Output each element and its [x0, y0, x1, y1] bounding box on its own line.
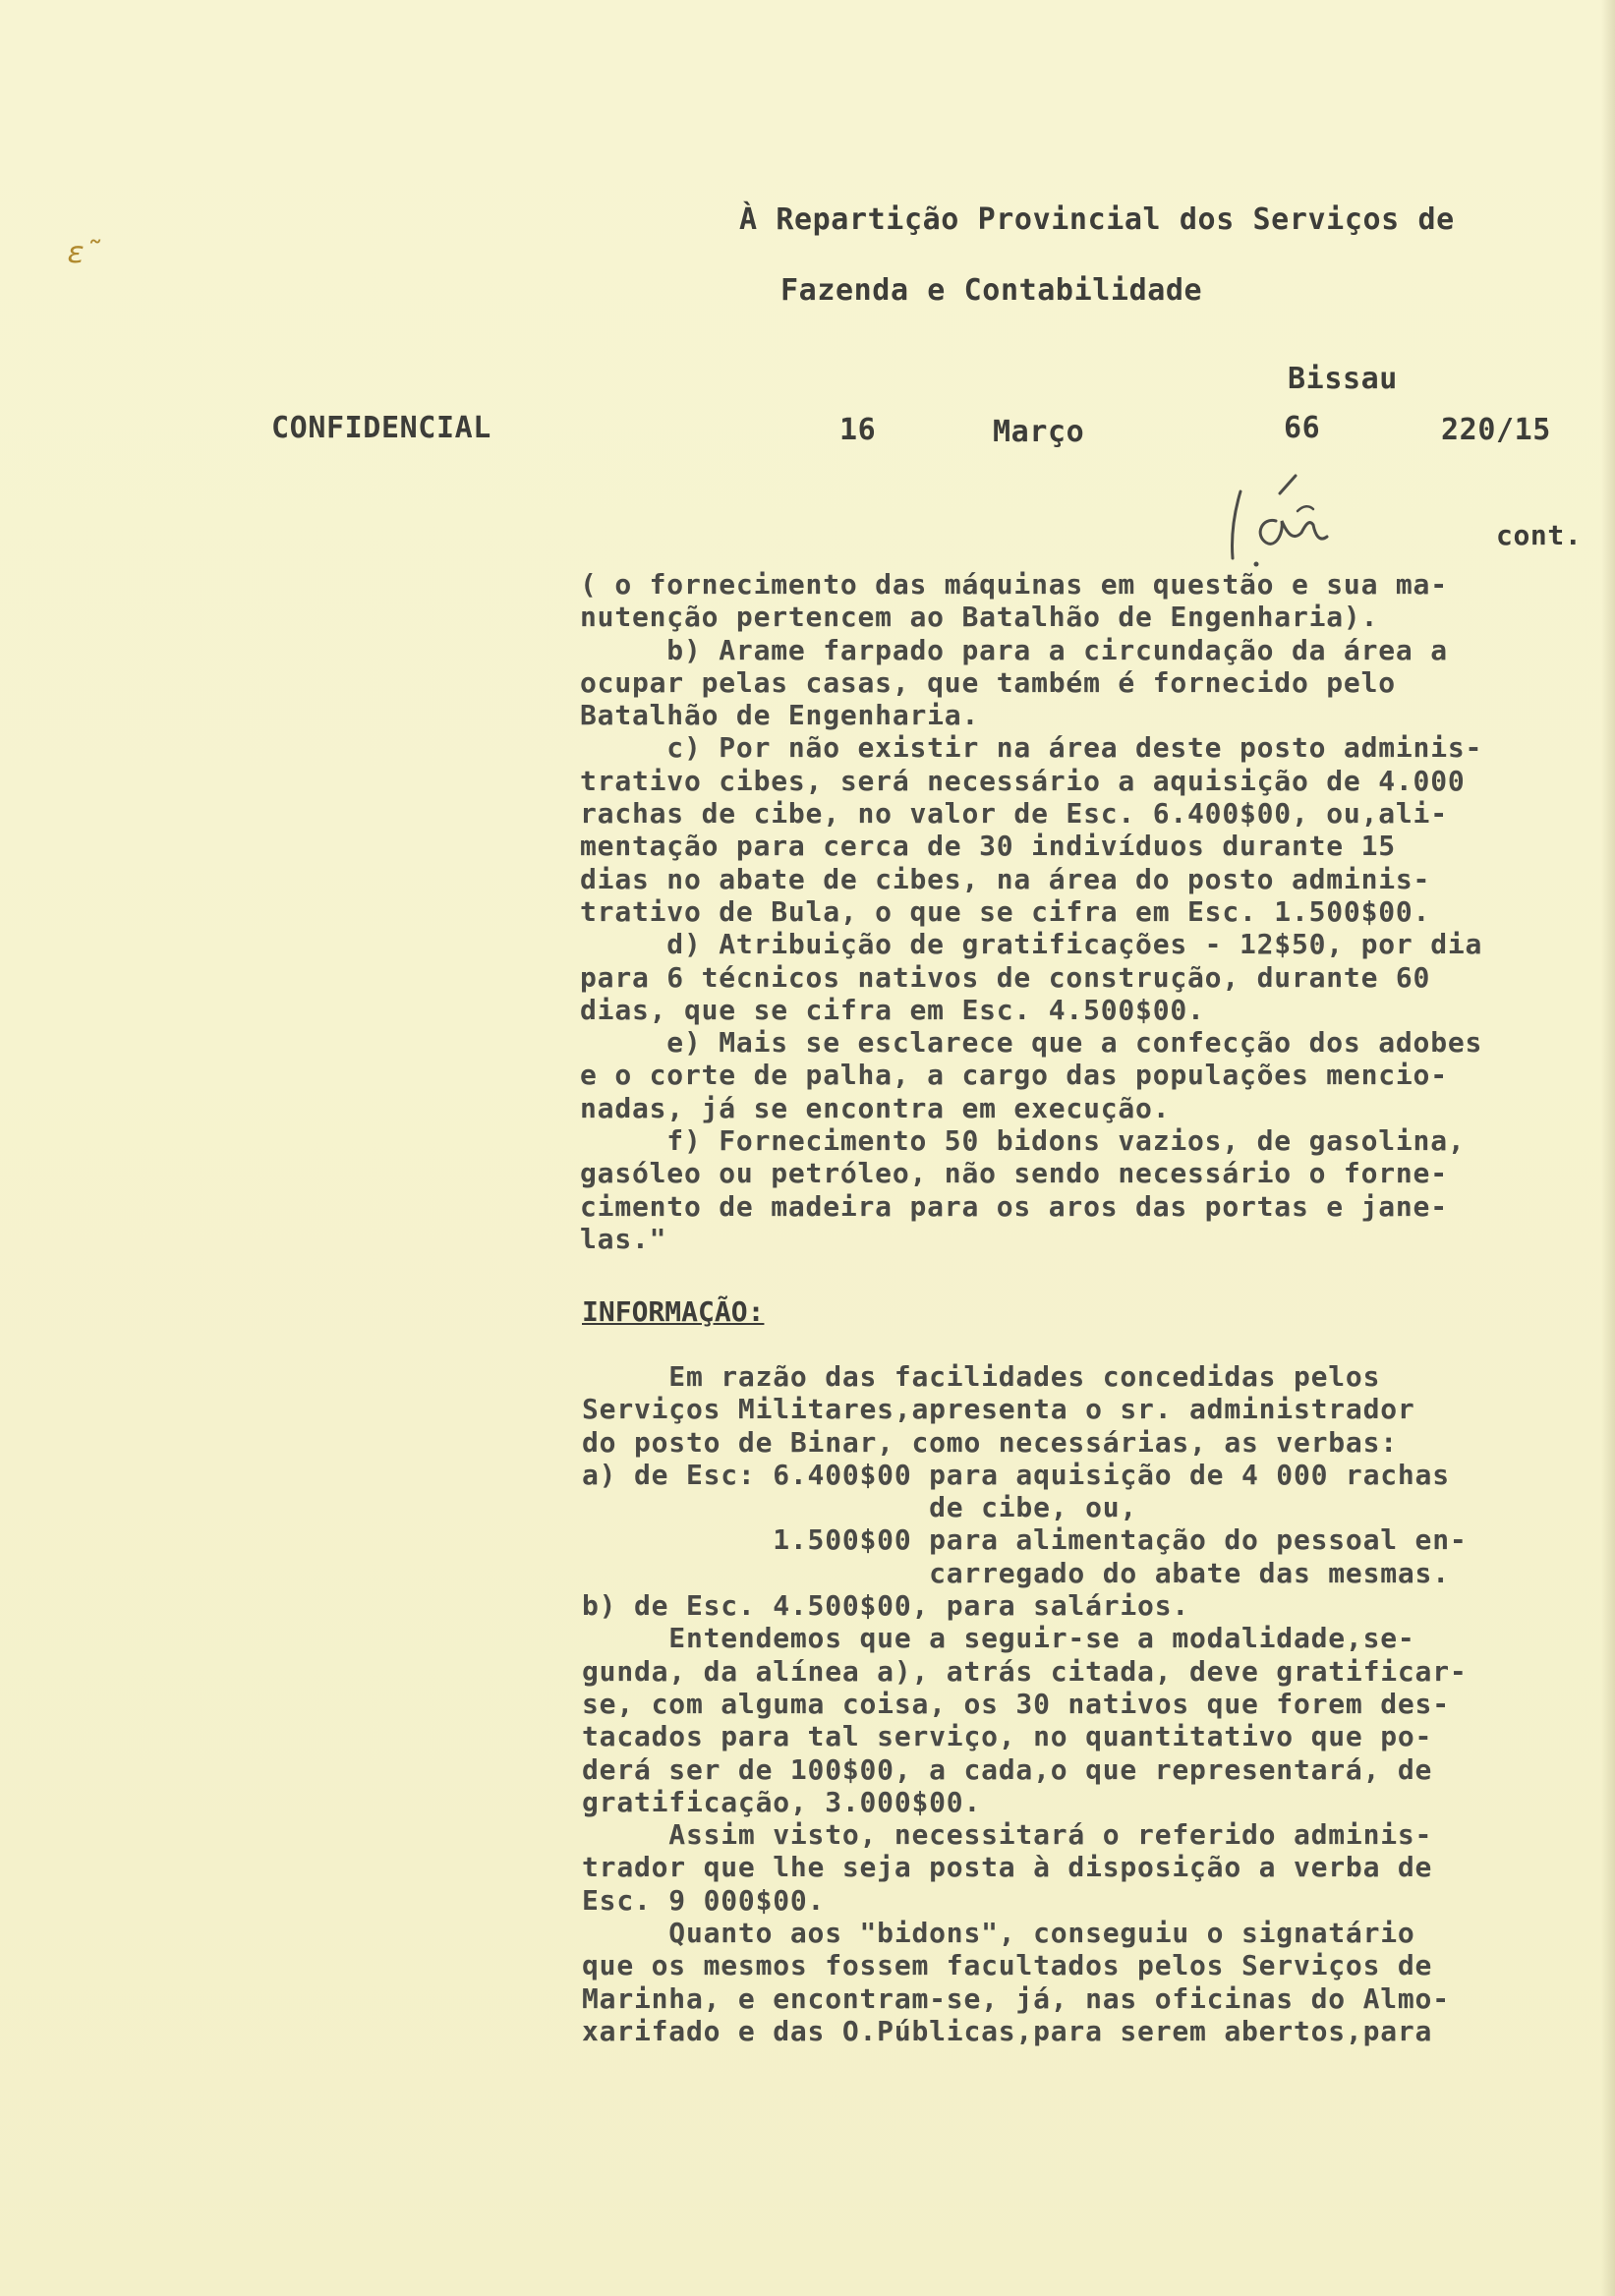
date-day: 16: [839, 413, 877, 447]
text-line: b) de Esc. 4.500$00, para salários.: [582, 1589, 1190, 1623]
text-line: mentação para cerca de 30 indivíduos durante 15: [580, 830, 1396, 863]
text-line: Assim visto, necessitará o referido adminis-: [582, 1818, 1433, 1852]
text-line: nutenção pertencem ao Batalhão de Engenharia).: [580, 601, 1379, 634]
text-line: f) Fornecimento 50 bidons vazios, de gasolina,: [580, 1124, 1466, 1158]
text-line: Entendemos que a seguir-se a modalidade,se-: [582, 1622, 1415, 1655]
continued-text-block: [580, 568, 1573, 1255]
text-line: que os mesmos fossem facultados pelos Serviços de: [582, 1949, 1433, 1982]
text-line: cimento de madeira para os aros das portas e jane-: [580, 1189, 1448, 1223]
classification-label: CONFIDENCIAL: [271, 411, 491, 445]
addressee-line-2: Fazenda e Contabilidade: [780, 273, 1203, 308]
text-line: de cibe, ou,: [582, 1491, 1138, 1524]
text-line: tacados para tal serviço, no quantitativo que po-: [582, 1720, 1433, 1753]
information-heading: INFORMAÇÃO:: [582, 1295, 765, 1328]
text-line: e o corte de palha, a cargo das populações mencio-: [580, 1059, 1448, 1092]
text-line: Batalhão de Engenharia.: [580, 699, 980, 732]
handwritten-signature-icon: [1219, 470, 1386, 578]
text-line: nadas, já se encontra em execução.: [580, 1091, 1171, 1124]
continuation-marker: cont.: [1496, 519, 1583, 551]
text-line: para 6 técnicos nativos de construção, durante 60: [580, 960, 1431, 994]
text-line: derá ser de 100$00, a cada,o que representará, de: [582, 1752, 1433, 1786]
date-year: 66: [1284, 411, 1321, 445]
text-line: do posto de Binar, como necessárias, as verbas:: [582, 1425, 1398, 1459]
text-line: Marinha, e encontram-se, já, nas oficinas do Almo-: [582, 1981, 1450, 2015]
text-line: gunda, da alínea a), atrás citada, deve gratificar-: [582, 1654, 1468, 1688]
date-month: Março: [993, 415, 1085, 449]
margin-handwritten-mark: ɛ̃: [67, 236, 103, 270]
text-line: Esc. 9 000$00.: [582, 1883, 826, 1917]
text-line: trativo cibes, será necessário a aquisição de 4.000: [580, 764, 1466, 797]
text-line: d) Atribuição de gratificações - 12$50, por dia: [580, 928, 1483, 961]
text-line: ocupar pelas casas, que também é fornecido pelo: [580, 665, 1396, 699]
text-line: dias, que se cifra em Esc. 4.500$00.: [580, 993, 1205, 1026]
text-line: xarifado e das O.Públicas,para serem abertos,para: [582, 2014, 1433, 2047]
text-line: a) de Esc: 6.400$00 para aquisição de 4 000 rachas: [582, 1458, 1450, 1491]
text-line: dias no abate de cibes, na área do posto adminis-: [580, 862, 1431, 895]
document-reference: 220/15: [1441, 413, 1551, 447]
text-line: se, com alguma coisa, os 30 nativos que forem des-: [582, 1687, 1450, 1720]
text-line: ( o fornecimento das máquinas em questão e sua ma-: [580, 568, 1448, 601]
text-line: e) Mais se esclarece que a confecção dos adobes: [580, 1026, 1483, 1060]
text-line: c) Por não existir na área deste posto adminis-: [580, 731, 1483, 765]
addressee-line-1: À Repartição Provincial dos Serviços de: [739, 202, 1455, 237]
text-line: Quanto aos "bidons", conseguiu o signatário: [582, 1917, 1415, 1950]
text-line: b) Arame farpado para a circundação da área a: [580, 633, 1448, 666]
information-text-block: [582, 1360, 1575, 2047]
text-line: trativo de Bula, o que se cifra em Esc. 1.500$00.: [580, 894, 1431, 928]
text-line: las.": [580, 1222, 667, 1255]
text-line: Serviços Militares,apresenta o sr. administrador: [582, 1393, 1415, 1426]
text-line: rachas de cibe, no valor de Esc. 6.400$00, ou,ali-: [580, 797, 1448, 831]
text-line: 1.500$00 para alimentação do pessoal en-: [582, 1523, 1468, 1557]
place-name: Bissau: [1288, 362, 1398, 396]
text-line: gratificação, 3.000$00.: [582, 1785, 982, 1818]
text-line: carregado do abate das mesmas.: [582, 1556, 1450, 1589]
page-edge-shadow: [1601, 0, 1615, 2296]
text-line: Em razão das facilidades concedidas pelos: [582, 1360, 1381, 1393]
text-line: trador que lhe seja posta à disposição a verba de: [582, 1851, 1433, 1884]
text-line: gasóleo ou petróleo, não sendo necessário o forne-: [580, 1157, 1448, 1190]
